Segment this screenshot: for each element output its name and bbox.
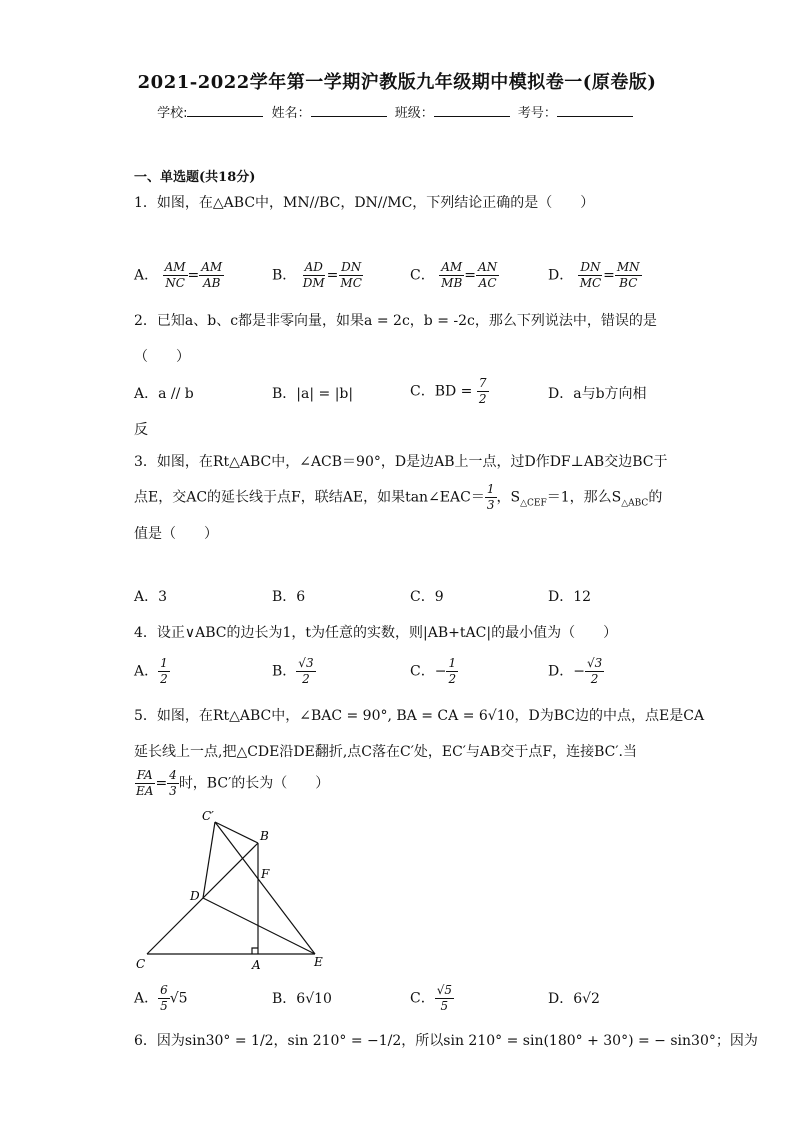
q1-option-c[interactable]: C． $\frac{AM}{MB}$ = $\frac{AN}{AC}$ — [410, 260, 498, 290]
right-angle-mark — [252, 948, 258, 954]
q5-c-frac: $\frac{√5}{5}$ — [436, 983, 452, 1013]
q1-stem: 1．如图，在△ABC中，MN//BC，DN//MC，下列结论正确的是（ ） — [134, 195, 595, 211]
q4-d-frac: $\frac{√3}{2}$ — [586, 656, 603, 686]
q1-b-frac1: $\frac{AD}{DM}$ — [302, 260, 325, 290]
class-blank[interactable] — [434, 104, 510, 117]
q2-c-frac: $\frac{7}{2}$ — [478, 376, 487, 406]
q1-b-label: B． — [272, 267, 297, 284]
q1-option-b[interactable]: B． $\frac{AD}{DM}$ = $\frac{DN}{MC}$ — [272, 260, 362, 290]
section-heading: 一、单选题(共18分) — [134, 170, 256, 185]
label-b: B — [260, 829, 269, 843]
q3-option-a[interactable]: A．3 — [134, 589, 168, 605]
q5-ratio-frac1: $\frac{FA}{EA}$ — [136, 768, 154, 798]
q5-a-label: A． — [134, 990, 159, 1007]
segment-cb — [147, 843, 258, 954]
q4-option-d[interactable] — [548, 656, 604, 687]
q3-line2-b: ，S — [496, 489, 521, 506]
q5-line3 — [134, 768, 329, 799]
q3-line3: 值是（ ） — [134, 526, 218, 542]
q2-paren: （ ） — [134, 349, 190, 365]
q2-stem: 2．已知a、b、c都是非零向量，如果a = 2c，b = -2c，那么下列说法中，错误的是 — [134, 313, 657, 329]
label-f: F — [261, 867, 270, 881]
q4-b-label: B． — [272, 663, 297, 680]
q4-a-frac: $\frac{1}{2}$ — [160, 656, 168, 686]
q5-a-radical: √5 — [169, 990, 188, 1007]
q3-line2 — [134, 482, 662, 513]
number-blank[interactable] — [557, 104, 633, 117]
q1-c-frac2: $\frac{AN}{AC}$ — [478, 260, 498, 290]
q2-c-label: C．BD = — [410, 383, 473, 400]
q1-option-a[interactable]: A． $\frac{AM}{NC}$ = $\frac{AM}{AB}$ — [134, 260, 223, 290]
q3-line2-d: 的 — [648, 489, 663, 506]
label-a: A — [252, 958, 261, 972]
q5-option-a[interactable] — [134, 983, 188, 1014]
q4-c-frac: $\frac{1}{2}$ — [448, 656, 457, 686]
q2-option-d-cont: 反 — [134, 422, 148, 438]
q1-d-frac1: $\frac{DN}{MC}$ — [579, 260, 602, 290]
q1-b-frac2: $\frac{DN}{MC}$ — [340, 260, 362, 290]
q5-option-b[interactable]: B．6√10 — [272, 991, 332, 1007]
q3-sub-abc: △ABC — [621, 498, 649, 509]
q6-line1: 6．因为sin30° = 1/2，sin 210° = −1/2，所以sin 210° = sin(180° + 30°) = − sin30°；因为 — [134, 1033, 758, 1049]
segment-c1d — [203, 822, 215, 898]
school-label: 学校: — [157, 106, 188, 121]
q5-line3-rest: 时，BC′的长为（ ） — [178, 775, 330, 792]
q1-c-label: C． — [410, 267, 435, 284]
q3-option-b[interactable]: B．6 — [272, 589, 306, 605]
school-blank[interactable] — [187, 104, 263, 117]
q4-option-b[interactable] — [272, 656, 316, 687]
q4-b-frac: $\frac{√3}{2}$ — [298, 656, 314, 686]
q5-option-c[interactable] — [410, 983, 454, 1014]
q4-option-a[interactable] — [134, 656, 170, 687]
q2-option-c[interactable] — [410, 376, 489, 407]
q3-line1: 3．如图，在Rt△ABC中，∠ACB＝90°，D是边AB上一点，过D作DF⊥AB交边BC于 — [134, 454, 668, 470]
q1-d-frac2: $\frac{MN}{BC}$ — [616, 260, 640, 290]
q3-line2-c: ＝1，那么S — [546, 489, 622, 506]
segment-de — [203, 898, 315, 954]
label-c-prime: C′ — [202, 809, 214, 823]
page-title: 2021-2022学年第一学期沪教版九年级期中模拟卷一(原卷版) — [137, 72, 657, 93]
q5-line2: 延长线上一点,把△CDE沿DE翻折,点C落在C′处，EC′与AB交于点F，连接BC′.当 — [134, 744, 637, 760]
name-label: 姓名： — [271, 106, 311, 121]
q2-option-d[interactable]: D．a与b方向相 — [548, 386, 647, 402]
q3-line2-a: 点E，交AC的延长线于点F，联结AE，如果tan∠EAC＝ — [134, 489, 485, 506]
q1-a-label: A． — [134, 267, 159, 284]
q4-c-label: C．− — [410, 663, 447, 680]
q1-option-d[interactable]: D． $\frac{DN}{MC}$ = $\frac{MN}{BC}$ — [548, 260, 640, 290]
q1-d-label: D． — [548, 267, 574, 284]
q4-stem: 4．设正∨ABC的边长为1，t为任意的实数，则|AB+tAC|的最小值为（ ） — [134, 625, 618, 641]
q2-option-a[interactable]: A．a // b — [134, 386, 194, 402]
class-label: 班级： — [394, 106, 434, 121]
q3-sub-cef: △CEF — [520, 498, 547, 509]
q3-tan-frac: $\frac{1}{3}$ — [486, 482, 495, 512]
q5-line1: 5．如图，在Rt△ABC中，∠BAC = 90°, BA = CA = 6√10，D为BC边的中点，点E是CA — [134, 708, 705, 724]
q5-c-label: C． — [410, 990, 435, 1007]
q4-d-label: D．− — [548, 663, 585, 680]
number-label: 考号： — [517, 106, 557, 121]
segment-c1b — [215, 822, 258, 843]
label-e: E — [314, 955, 323, 969]
q1-c-frac1: $\frac{AM}{MB}$ — [441, 260, 463, 290]
q3-option-c[interactable]: C．9 — [410, 589, 444, 605]
q5-option-d[interactable]: D．6√2 — [548, 991, 600, 1007]
q4-a-label: A． — [134, 663, 159, 680]
q4-option-c[interactable] — [410, 656, 458, 687]
q1-a-frac2: $\frac{AM}{AB}$ — [201, 260, 223, 290]
student-info-line — [0, 102, 794, 121]
q5-a-frac: $\frac{6}{5}$ — [160, 983, 168, 1013]
name-blank[interactable] — [311, 104, 387, 117]
q1-a-frac1: $\frac{AM}{NC}$ — [164, 260, 186, 290]
label-c: C — [136, 957, 146, 971]
q5-ratio-frac2: $\frac{4}{3}$ — [169, 768, 177, 798]
label-d: D — [190, 889, 200, 903]
q5-figure — [130, 808, 330, 974]
q5-eq: = — [155, 775, 168, 792]
q3-option-d[interactable]: D．12 — [548, 589, 592, 605]
q2-option-b[interactable]: B．|a| = |b| — [272, 386, 354, 402]
